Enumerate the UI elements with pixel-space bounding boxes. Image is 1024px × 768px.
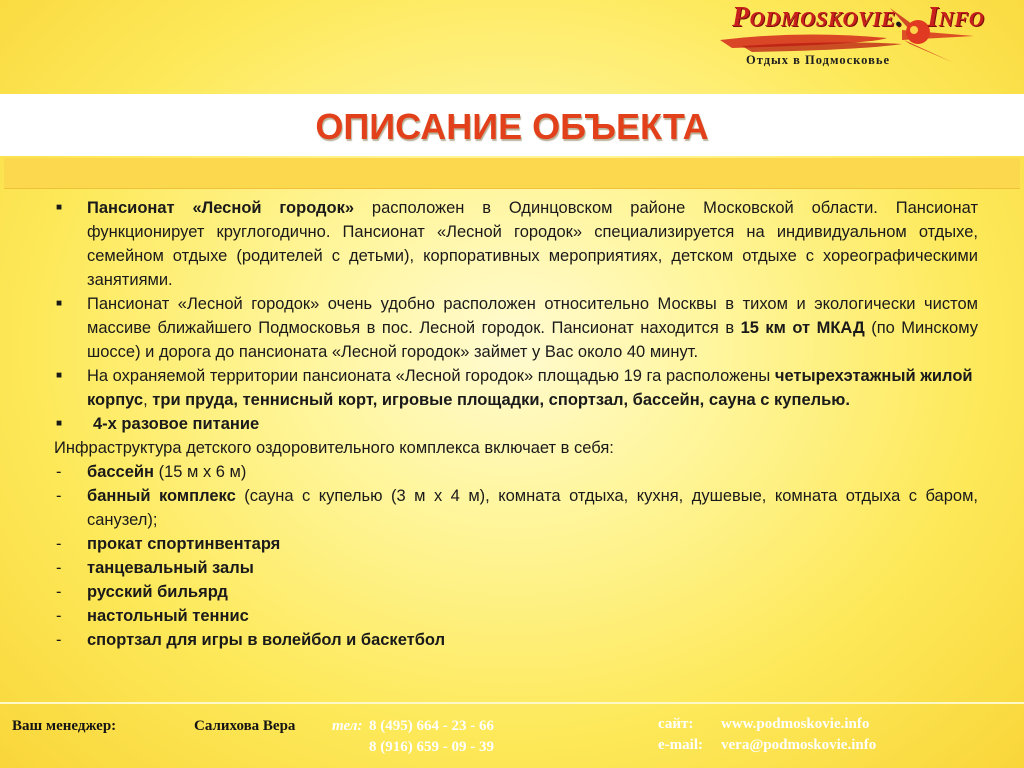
logo-subtitle: Отдых в Подмосковье bbox=[746, 53, 890, 67]
title-underbar bbox=[4, 158, 1020, 189]
bullet-marker: ■ bbox=[56, 202, 63, 213]
bullet-marker: ■ bbox=[56, 418, 63, 429]
dash-bold-text: настольный теннис bbox=[87, 607, 249, 625]
logo-letter-p: P bbox=[732, 2, 750, 33]
bullet-bold-text: 15 км от МКАД bbox=[740, 319, 865, 337]
bullet-marker: ■ bbox=[56, 370, 63, 381]
site-label: сайт: bbox=[658, 716, 694, 732]
bullet-text: На охраняемой территории пансионата «Лесной городок» площадью 19 га расположены bbox=[87, 367, 775, 385]
dash-item bbox=[54, 532, 978, 556]
bullet-item bbox=[54, 364, 978, 412]
manager-name: Салихова Вера bbox=[194, 718, 296, 734]
logo-word-odmoskovie: ODMOSKOVIE bbox=[749, 7, 896, 31]
dash-marker: - bbox=[56, 559, 62, 577]
bullet-text: расположен в Одинцовском районе Московской области. Пансионат функционирует круглогодично. Пансионат «Лесной городок» специализируется на индивидуальном отдыхе, семейном отдыхе (родителей с детьми), корпоративных мероприятиях, детском отдыхе с хореографическими занятиями. bbox=[87, 199, 979, 289]
email-link[interactable]: vera@podmoskovie.info bbox=[721, 737, 877, 753]
bullet-item bbox=[54, 292, 978, 364]
bullet-text: Пансионат «Лесной городок» очень удобно расположен относительно Москвы в тихом и экологически чистом массиве ближайшего Подмосковья в пос. Лесной городок. Пансионат находится в bbox=[87, 295, 978, 337]
dash-item bbox=[54, 604, 978, 628]
bullet-text: (по Минскому шоссе) и дорога до пансионата «Лесной городок» займет у Вас около 40 минут. bbox=[87, 319, 978, 361]
footer bbox=[0, 704, 1024, 768]
phone-label: тел: bbox=[332, 718, 363, 734]
dash-item bbox=[54, 556, 978, 580]
bullet-bold-text: Пансионат «Лесной городок» bbox=[87, 199, 355, 217]
logo-letter-i: I bbox=[927, 2, 939, 33]
site-logo[interactable] bbox=[712, 0, 1012, 80]
dash-marker: - bbox=[56, 607, 62, 625]
dash-bold-text: прокат спортинвентаря bbox=[87, 535, 281, 553]
phone-number-2[interactable]: 8 (916) 659 - 09 - 39 bbox=[369, 739, 494, 755]
dash-text: (15 м х 6 м) bbox=[154, 463, 247, 481]
dash-marker: - bbox=[56, 631, 62, 649]
page-title: ОПИСАНИЕ ОБЪЕКТА bbox=[315, 106, 709, 147]
dash-bold-text: русский бильярд bbox=[87, 583, 228, 601]
dash-bold-text: банный комплекс bbox=[87, 487, 236, 505]
dash-item bbox=[54, 460, 978, 484]
description-content bbox=[54, 196, 978, 652]
logo-dot: . bbox=[895, 2, 904, 33]
email-label: e-mail: bbox=[658, 737, 703, 753]
dash-marker: - bbox=[56, 535, 62, 553]
dash-marker: - bbox=[56, 583, 62, 601]
dash-marker: - bbox=[56, 463, 62, 481]
phone-number-1[interactable]: 8 (495) 664 - 23 - 66 bbox=[369, 718, 494, 734]
bullet-bold-text: четырехэтажный жилой корпус bbox=[87, 367, 973, 409]
bullet-item bbox=[54, 412, 978, 436]
bullet-bold-text: три пруда, теннисный корт, игровые площадки, спортзал, бассейн, сауна с купелью. bbox=[152, 391, 850, 409]
bullet-bold-text: 4-х разовое питание bbox=[93, 415, 260, 433]
bullet-marker: ■ bbox=[56, 298, 63, 309]
dash-item bbox=[54, 484, 978, 532]
dash-bold-text: спортзал для игры в волейбол и баскетбол bbox=[87, 631, 446, 649]
dash-item bbox=[54, 628, 978, 652]
logo-wordmark bbox=[732, 2, 985, 34]
site-link[interactable]: www.podmoskovie.info bbox=[721, 716, 870, 732]
dash-text: (сауна с купелью (3 м х 4 м), комната отдыха, кухня, душевые, комната отдыха с баром, санузел); bbox=[87, 487, 978, 529]
dash-bold-text: бассейн bbox=[87, 463, 155, 481]
manager-label: Ваш менеджер: bbox=[12, 718, 117, 734]
dash-bold-text: танцевальный залы bbox=[87, 559, 254, 577]
dash-item bbox=[54, 580, 978, 604]
dash-marker: - bbox=[56, 487, 62, 505]
bullet-item bbox=[54, 196, 978, 292]
infrastructure-intro: Инфраструктура детского оздоровительного комплекса включает в себя: bbox=[54, 439, 614, 457]
bullet-text: , bbox=[143, 391, 153, 409]
logo-word-nfo: NFO bbox=[938, 7, 985, 31]
